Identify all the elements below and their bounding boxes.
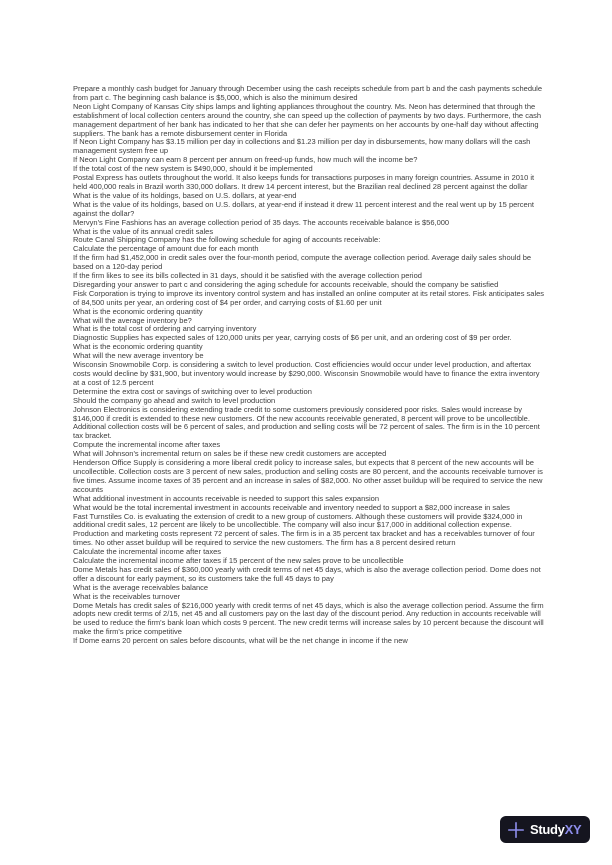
paragraph: What is the average receivables balance [73,582,209,592]
paragraph: Dome Metals has credit sales of $216,000 yearly with credit terms of net 45 days, which is also the average collection period. Assume the firm adopts new credit terms of 2/15, net 45 and all customers pay on the last day of the discount period. Any reduction in accounts receivable will be used to reduce the firm's bank loan which costs 9 percent. The new credit terms will increase sales by 10 percent because the discount will make the firm's price competitive [73,600,544,637]
paragraph: Neon Light Company of Kansas City ships lamps and lighting appliances throughout the country. Ms. Neon has determined that through the establishment of local collection centers around the country, she can speed up the collection of payments by two days. Furthermore, the cash management department of her bank has indicated to her that she can defer her payments on her accounts by one-half day without affecting suppliers. The bank has a remote disbursement center in Florida [73,101,542,138]
paragraph: Henderson Office Supply is considering a more liberal credit policy to increase sales, but expects that 8 percent of the new accounts will be uncollectible. Collection costs are 3 percent of new sales, production and selling costs are 80 percent, and the accounts receivable turnover is five times. Assume income taxes of 35 percent and an increase in sales of $82,000. No other asset buildup will be required to service the new accounts [73,458,543,494]
brand-name [530,822,581,837]
paragraph: Johnson Electronics is considering extending trade credit to some customers previously considered poor risks. Sales would increase by $146,000 if credit is extended to these new customers. Of the new accounts receivable generated, 8 percent will prove to be uncollectible. Additional collection costs will be 6 percent of sales, and production and selling costs will be 72 percent of sales. The firm is in the 10 percent tax bracket. [73,404,540,441]
paragraph: Compute the incremental income after taxes [73,440,221,450]
paragraph: Dome Metals has credit sales of $360,000 yearly with credit terms of net 45 days, which is also the average collection period. Dome does not offer a discount for early payment, so its customers take the full 45 days to pay [73,564,541,583]
paragraph: What is the value of its holdings, based on U.S. dollars, at year-end [73,190,297,200]
paragraph: If the firm likes to see its bills collected in 31 days, should it be satisfied with the average collection period [73,271,422,281]
brand-name-primary: Study [530,822,565,837]
paragraph: Should the company go ahead and switch to level production [73,395,276,405]
paragraph: If Dome earns 20 percent on sales before discounts, what will be the net change in income if the new [73,636,408,646]
paragraph: What will the new average inventory be [73,351,204,361]
paragraph: Postal Express has outlets throughout the world. It also keeps funds for transactions purposes in many foreign countries. Assume in 2010 it held 400,000 reals in Brazil worth 330,000 dollars. It drew 14 percent interest, but the Brazilian real declined 28 percent against the dollar [73,173,535,191]
paragraph: Prepare a monthly cash budget for January through December using the cash receipts schedule from part b and the cash payments schedule from part c. The beginning cash balance is $5,000, which is also the minimum desired [73,84,543,102]
paragraph: What is the receivables turnover [73,591,181,601]
paragraph: What is the total cost of ordering and carrying inventory [73,324,257,334]
plus-icon [507,821,525,839]
document-text [73,85,546,646]
paragraph: Calculate the incremental income after taxes if 15 percent of the new sales prove to be uncollectible [73,556,404,566]
paragraph: What will Johnson's incremental return on sales be if these new credit customers are accepted [73,449,387,459]
paragraph: If the total cost of the new system is $490,000, should it be implemented [73,164,313,174]
paragraph: Diagnostic Supplies has expected sales of 120,000 units per year, carrying costs of $6 per unit, and an ordering cost of $9 per order. [73,333,512,343]
paragraph: If Neon Light Company has $3.15 million per day in collections and $1.23 million per day in disbursements, how many dollars will the cash management system free up [73,137,531,156]
paragraph: Determine the extra cost or savings of switching over to level production [73,386,312,396]
brand-name-accent: XY [564,822,582,837]
paragraph: Disregarding your answer to part c and considering the aging schedule for accounts receivable, should the company be satisfied [73,279,499,289]
paragraph: Fisk Corporation is trying to improve its inventory control system and has installed an online computer at its retail stores. Fisk anticipates sales of 84,500 units per year, an ordering cost of $4 per order, and carrying costs of $1.60 per unit [73,288,545,307]
studyxy-logo-badge [500,816,590,843]
paragraph: What is the value of its holdings, based on U.S. dollars, at year-end if instead it drew 11 percent interest and the real went up by 15 percent against the dollar? [73,199,534,218]
paragraph: What is the economic ordering quantity [73,342,203,352]
paragraph: Fast Turnstiles Co. is evaluating the extension of credit to a new group of customers. Although these customers will provide $324,000 in additional credit sales, 12 percent are likely to be uncollectible. The company will also incur $17,000 in additional collection expense. Production and marketing costs represent 72 percent of sales. The firm is in a 35 percent tax bracket and has a receivables turnover of four times. No other asset buildup will be required to service the new customers. The firm has a 8 percent desired return [73,511,535,548]
paragraph: What will the average inventory be? [73,315,192,325]
paragraph: If the firm had $1,452,000 in credit sales over the four-month period, compute the average collection period. Average daily sales should be based on a 120-day period [73,253,532,272]
paragraph: What is the value of its annual credit sales [73,226,214,236]
paragraph: Wisconsin Snowmobile Corp. is considering a switch to level production. Cost efficiencies would occur under level production, and aftertax costs would decline by $31,900, but inventory would increase by $290,000. Wisconsin Snowmobile would have to finance the extra inventory at a cost of 12.5 percent [73,360,540,387]
paragraph: Route Canal Shipping Company has the following schedule for aging of accounts receivable: [73,235,381,245]
paragraph: Calculate the percentage of amount due for each month [73,244,259,254]
paragraph: What additional investment in accounts receivable is needed to support this sales expansion [73,493,380,503]
paragraph: Mervyn's Fine Fashions has an average collection period of 35 days. The accounts receivable balance is $56,000 [73,217,450,227]
paragraph: If Neon Light Company can earn 8 percent per annum on freed-up funds, how much will the income be? [73,155,418,165]
paragraph: What would be the total incremental investment in accounts receivable and inventory needed to support a $82,000 increase in sales [73,502,510,512]
paragraph: What is the economic ordering quantity [73,306,203,316]
paragraph: Calculate the incremental income after taxes [73,547,221,557]
